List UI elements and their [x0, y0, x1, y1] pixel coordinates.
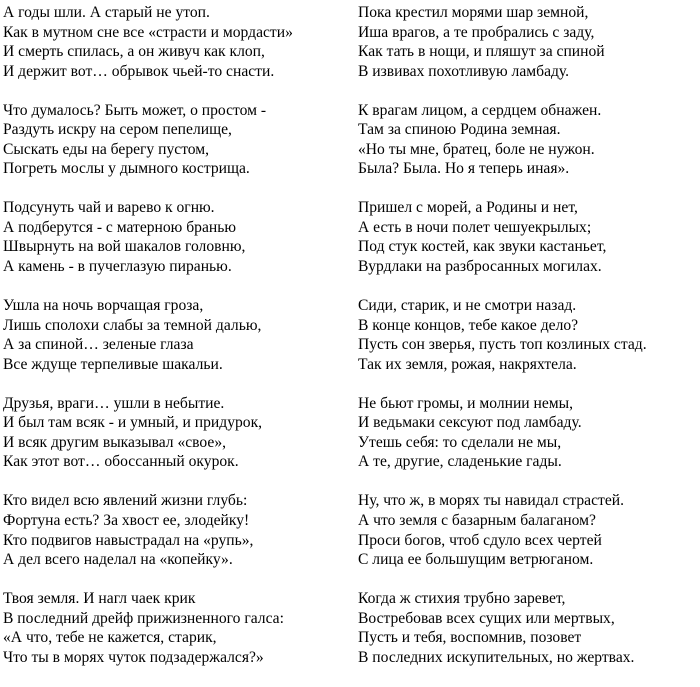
poem-line: Как в мутном сне все «страсти и мордасти»: [3, 23, 293, 41]
poem-line: А камень - в пучеглазую пиранью.: [3, 258, 232, 276]
poem-line: Швырнуть на вой шакалов головню,: [3, 238, 246, 256]
poem-line: И смерть спилась, а он живуч как клоп,: [3, 43, 265, 61]
stanza: [358, 198, 698, 276]
poem-line: «Но ты мне, братец, боле не нужон.: [358, 140, 595, 158]
poem-line: И всяк другим выказывал «свое»,: [3, 433, 227, 451]
poem-line: Когда ж стихия трубно заревет,: [358, 590, 566, 608]
stanza: [3, 198, 343, 276]
stanza: [3, 3, 343, 81]
poem-line: Что думалось? Быть может, о простом -: [3, 101, 267, 119]
poem-line: Востребовав всех сущих или мертвых,: [358, 609, 615, 627]
poem-line: Была? Была. Но я теперь иная».: [358, 160, 570, 178]
poem-line: К врагам лицом, а сердцем обнажен.: [358, 101, 602, 119]
stanza: [3, 101, 343, 179]
poem-line: Пусть и тебя, воспомнив, позовет: [358, 629, 582, 647]
poem-line: «А что, тебе не кажется, старик,: [3, 629, 217, 647]
poem-line: Пока крестил морями шар земной,: [358, 4, 589, 21]
stanza: [358, 394, 698, 472]
poem-line: Друзья, враги… ушли в небытие.: [3, 394, 225, 412]
stanza: [358, 589, 698, 667]
poem-line: Ушла на ночь ворчащая гроза,: [3, 297, 204, 315]
poem-line: Утешь себя: то сделали не мы,: [358, 433, 562, 451]
poem-line: Проси богов, чтоб сдуло всех чертей: [358, 531, 602, 549]
poem-line: Там за спиною Родина земная.: [358, 121, 561, 139]
stanza: [358, 491, 698, 569]
poem-line: Не бьют громы, и молнии немы,: [358, 394, 574, 412]
poem-line: А что земля с базарным балаганом?: [358, 511, 596, 529]
poem-line: Сиди, старик, и не смотри назад.: [358, 297, 577, 315]
poem-line: Как тать в нощи, и пляшут за спиной: [358, 43, 605, 61]
poem-line: Вурдлаки на разбросанных могилах.: [358, 258, 602, 276]
poem-line: И был там всяк - и умный, и придурок,: [3, 414, 263, 432]
poem-line: И держит вот… обрывок чьей-то снасти.: [3, 62, 275, 80]
poem-line: Кто видел всю явлений жизни глубь:: [3, 492, 248, 510]
poem-line: А подберутся - с матерною бранью: [3, 218, 236, 236]
poem-line: Пусть сон зверья, пусть топ козлиных стад.: [358, 336, 647, 354]
poem-line: Подсунуть чай и варево к огню.: [3, 199, 215, 217]
poem-line: Лишь сполохи слабы за темной далью,: [3, 316, 262, 334]
poem-line: В конце концов, тебе какое дело?: [358, 316, 579, 334]
poem-line: А те, другие, сладенькие гады.: [358, 453, 562, 471]
poem-line: Кто подвигов навыстрадал на «рупь»,: [3, 531, 254, 549]
poem-line: Пришел с морей, а Родины и нет,: [358, 199, 578, 217]
poem-line: Как этот вот… обоссанный окурок.: [3, 453, 239, 471]
poem-column-left: [3, 3, 343, 687]
poem-line: Раздуть искру на сером пепелище,: [3, 121, 232, 139]
poem-line: Все ждуще терпеливые шакальи.: [3, 355, 223, 373]
poem-line: Под стук костей, как звуки кастаньет,: [358, 238, 607, 256]
poem-column-right: [358, 3, 698, 687]
poem-line: Твоя земля. И нагл чаек крик: [3, 590, 196, 608]
poem-line: Ну, что ж, в морях ты навидал страстей.: [358, 492, 624, 510]
poem-line: А за спиной… зеленые глаза: [3, 336, 194, 354]
poem-line: А годы шли. А старый не утоп.: [3, 4, 210, 21]
stanza: [3, 589, 343, 667]
stanza: [358, 101, 698, 179]
poem-line: Фортуна есть? За хвост ее, злодейку!: [3, 511, 250, 529]
stanza: [3, 491, 343, 569]
poem-line: А дел всего наделал на «копейку».: [3, 551, 233, 569]
poem-line: И ведьмаки сексуют под ламбаду.: [358, 414, 582, 432]
poem-line: Погреть мослы у дымного кострища.: [3, 160, 250, 178]
poem-line: С лица ее большущим ветрюганом.: [358, 551, 594, 569]
poem-line: Так их земля, рожая, накряхтела.: [358, 355, 577, 373]
stanza: [358, 296, 698, 374]
poem-line: В извивах похотливую ламбаду.: [358, 62, 570, 80]
poem-line: А есть в ночи полет чешуекрылых;: [358, 218, 592, 236]
stanza: [358, 3, 698, 81]
stanza: [3, 296, 343, 374]
poem-line: Что ты в морях чуток подзадержался?»: [3, 648, 264, 666]
poem-line: В последних искупительных, но жертвах.: [358, 648, 635, 666]
poem-line: Сыскать еды на берегу пустом,: [3, 140, 210, 158]
stanza: [3, 394, 343, 472]
poem-line: В последний дрейф прижизненного галса:: [3, 609, 284, 627]
poem-line: Иша врагов, а те пробрались с заду,: [358, 23, 595, 41]
